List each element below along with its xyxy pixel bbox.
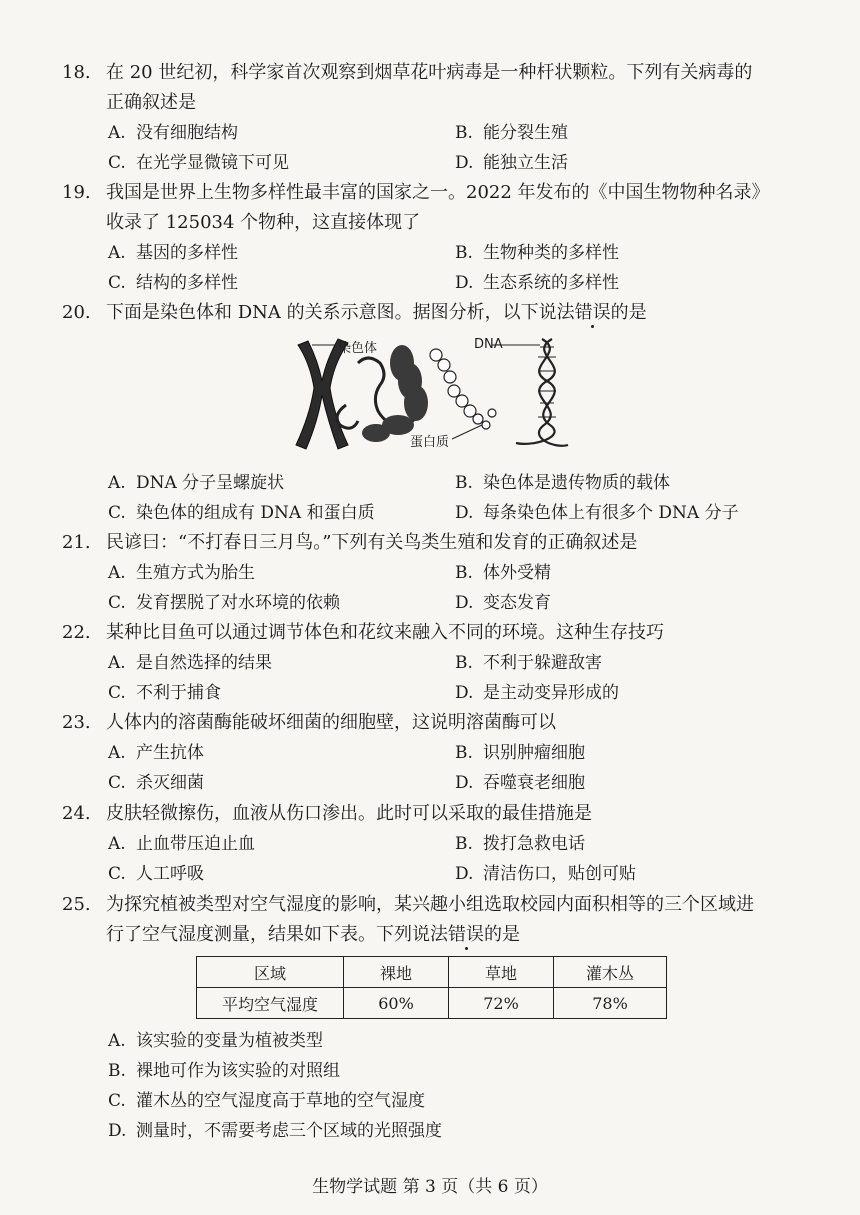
stem-line: 收录了 125034 个物种，这直接体现了 — [106, 212, 421, 233]
question-stem — [106, 178, 822, 238]
option-d[interactable]: D. 变态发育 — [455, 593, 551, 613]
question-stem — [106, 58, 822, 118]
question-number: 19. — [62, 182, 91, 203]
humidity-table — [196, 956, 667, 1019]
table-header-cell: 灌木丛 — [554, 957, 667, 988]
table-cell: 78% — [554, 988, 667, 1019]
option-d[interactable]: D. 能独立生活 — [455, 153, 568, 173]
options — [106, 829, 822, 889]
option-c[interactable]: C. 人工呼吸 — [108, 864, 204, 884]
option-a[interactable]: A. DNA 分子呈螺旋状 — [108, 473, 285, 493]
option-c[interactable]: C. 不利于捕食 — [108, 683, 221, 703]
question-20 — [62, 298, 822, 328]
question-19 — [62, 178, 822, 298]
option-b[interactable]: B. 不利于躲避敌害 — [455, 653, 602, 673]
option-b[interactable]: B. 裸地可作为该实验的对照组 — [108, 1061, 340, 1081]
option-c[interactable]: C. 结构的多样性 — [108, 273, 238, 293]
question-20-options — [62, 468, 822, 528]
option-d[interactable]: D. 生态系统的多样性 — [455, 273, 619, 293]
table-cell: 72% — [449, 988, 554, 1019]
options — [106, 238, 822, 298]
page-footer: 生物学试题 第 3 页（共 6 页） — [312, 1177, 548, 1197]
question-number: 20. — [62, 302, 91, 323]
question-stem: 皮肤轻微擦伤，血液从伤口渗出。此时可以采取的最佳措施是 — [106, 803, 592, 824]
question-stem: 某种比目鱼可以通过调节体色和花纹来融入不同的环境。这种生存技巧 — [106, 622, 664, 643]
question-22 — [62, 618, 822, 708]
options — [106, 738, 822, 798]
table-header-cell: 草地 — [449, 957, 554, 988]
emphasis-text: 错误 — [448, 924, 484, 945]
options — [106, 558, 822, 618]
option-d[interactable]: D. 清洁伤口，贴创可贴 — [455, 864, 636, 884]
option-c[interactable]: C. 灌木丛的空气湿度高于草地的空气湿度 — [108, 1091, 425, 1111]
option-c[interactable]: C. 杀灭细菌 — [108, 773, 204, 793]
table-row-label: 平均空气湿度 — [197, 988, 344, 1019]
question-23 — [62, 708, 822, 798]
table-cell: 60% — [344, 988, 449, 1019]
option-a[interactable]: A. 生殖方式为胎生 — [108, 563, 255, 583]
option-c[interactable]: C. 染色体的组成有 DNA 和蛋白质 — [108, 503, 375, 523]
stem-line: 行了空气湿度测量，结果如下表。下列说法错误的是 — [106, 924, 520, 945]
label-chromosome: 染色体 — [338, 341, 378, 356]
question-number: 22. — [62, 622, 91, 643]
table-row — [197, 988, 667, 1019]
options — [106, 118, 822, 178]
table-header-row — [197, 957, 667, 988]
stem-line: 正确叙述是 — [106, 92, 196, 113]
option-b[interactable]: B. 生物种类的多样性 — [455, 243, 619, 263]
question-24 — [62, 799, 822, 889]
dna-helix — [516, 339, 568, 446]
option-d[interactable]: D. 测量时，不需要考虑三个区域的光照强度 — [108, 1121, 442, 1141]
question-number: 21. — [62, 532, 91, 553]
question-25-options — [62, 1026, 822, 1146]
question-stem — [106, 890, 822, 950]
question-25 — [62, 890, 822, 950]
options — [106, 1026, 822, 1146]
option-b[interactable]: B. 染色体是遗传物质的载体 — [455, 473, 670, 493]
question-number: 24. — [62, 803, 91, 824]
option-a[interactable]: A. 止血带压迫止血 — [108, 834, 255, 854]
option-c[interactable]: C. 发育摆脱了对水环境的依赖 — [108, 593, 340, 613]
option-d[interactable]: D. 是主动变异形成的 — [455, 683, 619, 703]
option-a[interactable]: A. 产生抗体 — [108, 743, 204, 763]
table-header-cell: 裸地 — [344, 957, 449, 988]
chromosome-dna-diagram — [292, 333, 592, 455]
option-b[interactable]: B. 体外受精 — [455, 563, 551, 583]
options — [106, 468, 822, 528]
question-number: 18. — [62, 62, 91, 83]
option-b[interactable]: B. 能分裂生殖 — [455, 123, 568, 143]
option-a[interactable]: A. 是自然选择的结果 — [108, 653, 272, 673]
option-d[interactable]: D. 每条染色体上有很多个 DNA 分子 — [455, 503, 739, 523]
option-a[interactable]: A. 该实验的变量为植被类型 — [108, 1031, 323, 1051]
option-a[interactable]: A. 基因的多样性 — [108, 243, 238, 263]
question-number: 23. — [62, 712, 91, 733]
question-stem: 人体内的溶菌酶能破坏细菌的细胞壁，这说明溶菌酶可以 — [106, 712, 556, 733]
option-c[interactable]: C. 在光学显微镜下可见 — [108, 153, 289, 173]
question-21 — [62, 528, 822, 618]
stem-line: 为探究植被类型对空气湿度的影响，某兴趣小组选取校园内面积相等的三个区域进 — [106, 894, 754, 915]
emphasis-text: 错误 — [574, 302, 611, 323]
question-18 — [62, 58, 822, 178]
option-b[interactable]: B. 拨打急救电话 — [455, 834, 585, 854]
label-dna: DNA — [474, 337, 503, 352]
label-protein: 蛋白质 — [410, 435, 450, 450]
option-b[interactable]: B. 识别肿瘤细胞 — [455, 743, 585, 763]
option-d[interactable]: D. 吞噬衰老细胞 — [455, 773, 585, 793]
table-header-cell: 区域 — [197, 957, 344, 988]
stem-line: 我国是世界上生物多样性最丰富的国家之一。2022 年发布的《中国生物物种名录》 — [106, 182, 770, 203]
nucleosome-beads — [430, 349, 496, 429]
protein-pointer — [452, 425, 482, 439]
question-stem: 民谚曰：“不打春日三月鸟。”下列有关鸟类生殖和发育的正确叙述是 — [106, 532, 638, 553]
question-number: 25. — [62, 894, 91, 915]
option-a[interactable]: A. 没有细胞结构 — [108, 123, 238, 143]
question-stem: 下面是染色体和 DNA 的关系示意图。据图分析，以下说法错误的是 — [106, 302, 647, 323]
stem-line: 在 20 世纪初，科学家首次观察到烟草花叶病毒是一种杆状颗粒。下列有关病毒的 — [106, 62, 753, 83]
options — [106, 648, 822, 708]
